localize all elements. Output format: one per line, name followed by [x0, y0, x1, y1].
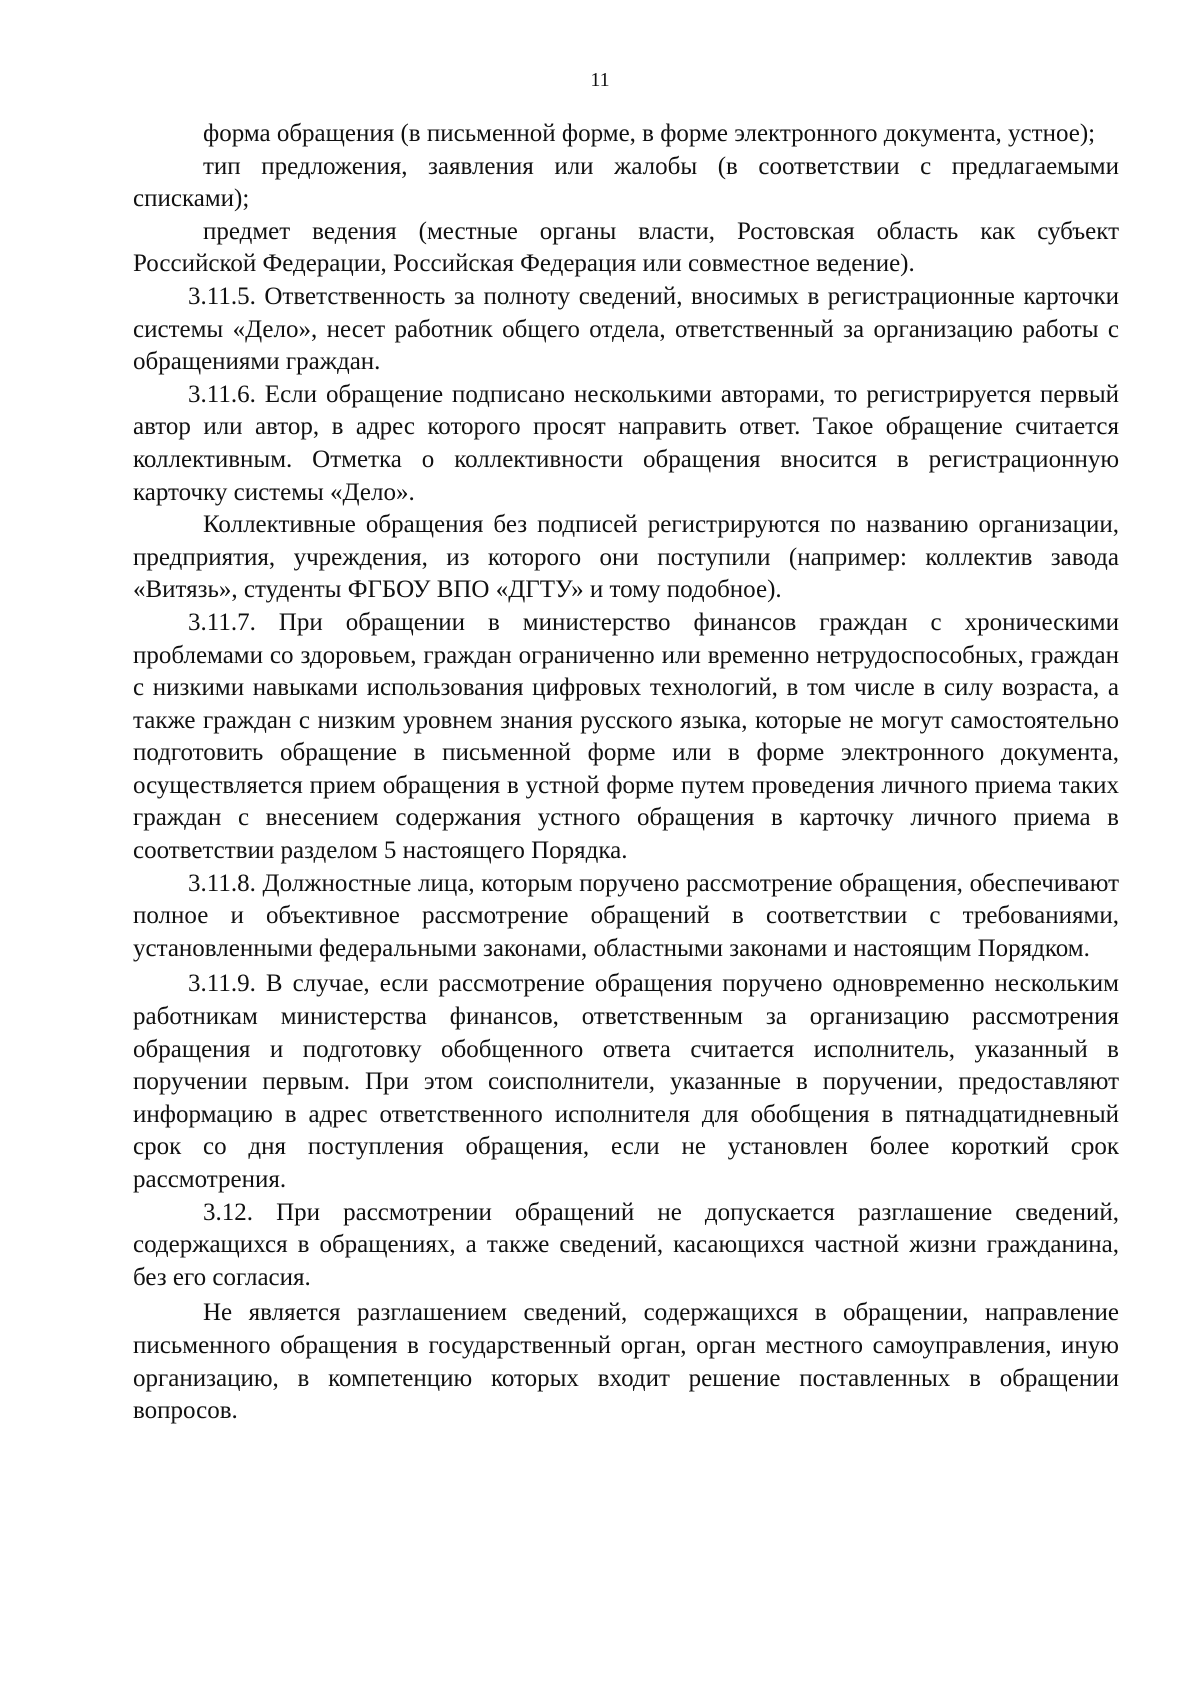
paragraph-3-11-9: 3.11.9. В случае, если рассмотрение обращения поручено одновременно нескольким работникам министерства финансов, ответственным за организацию рассмотрения обращения и подготовку обобщенного ответа считается исполнитель, указанный в поручении первым. При этом соисполнители, указанные в поручении, предоставляют информацию в адрес ответственного исполнителя для обобщения в пятнадцатидневный срок со дня поступления обращения, если не установлен более короткий срок рассмотрения. — [133, 970, 1119, 1193]
paragraph-collective-appeals: Коллективные обращения без подписей регистрируются по названию организации, предприятия, учреждения, из которого они поступили (например: коллектив завода «Витязь», студенты ФГБОУ ВПО «ДГТУ» и тому подобное). — [133, 511, 1119, 604]
paragraph-3-11-7: 3.11.7. При обращении в министерство финансов граждан с хроническими проблемами со здоровьем, граждан ограниченно или временно нетрудоспособных, граждан с низкими навыками использования цифровых технологий, в том числе в силу возраста, а также граждан с низким уровнем знания русского языка, которые не могут самостоятельно подготовить обращение в письменной форме или в форме электронного документа, осуществляется прием обращения в устной форме путем проведения личного приема таких граждан с внесением содержания устного обращения в карточку личного приема в соответствии разделом 5 настоящего Порядка. — [133, 608, 1119, 865]
page-number: 11 — [590, 69, 610, 91]
paragraph-subject-of-jurisdiction: предмет ведения (местные органы власти, Ростовская область как субъект Российской Федерации, Российская Федерация или совместное ведение). — [133, 217, 1119, 278]
paragraph-not-disclosure: Не является разглашением сведений, содержащихся в обращении, направление письменного обращения в государственный орган, орган местного самоуправления, иную организацию, в компетенцию которых входит решение поставленных в обращении вопросов. — [133, 1299, 1119, 1425]
paragraph-3-11-8: 3.11.8. Должностные лица, которым поручено рассмотрение обращения, обеспечивают полное и объективное рассмотрение обращений в соответствии с требованиями, установленными федеральными законами, областными законами и настоящим Порядком. — [133, 869, 1119, 962]
document-body — [133, 118, 1119, 1428]
paragraph-3-11-6: 3.11.6. Если обращение подписано несколькими авторами, то регистрируется первый автор или автор, в адрес которого просят направить ответ. Такое обращение считается коллективным. Отметка о коллективности обращения вносится в регистрационную карточку системы «Дело». — [133, 380, 1119, 506]
paragraph-3-11-5: 3.11.5. Ответственность за полноту сведений, вносимых в регистрационные карточки системы «Дело», несет работник общего отдела, ответственный за организацию работы с обращениями граждан. — [133, 282, 1119, 376]
paragraph-appeal-form: форма обращения (в письменной форме, в форме электронного документа, устное); — [203, 120, 1096, 147]
paragraph-3-12: 3.12. При рассмотрении обращений не допускается разглашение сведений, содержащихся в обращениях, а также сведений, касающихся частной жизни гражданина, без его согласия. — [133, 1198, 1119, 1291]
paragraph-proposal-type: тип предложения, заявления или жалобы (в соответствии с предлагаемыми списками); — [133, 152, 1119, 213]
